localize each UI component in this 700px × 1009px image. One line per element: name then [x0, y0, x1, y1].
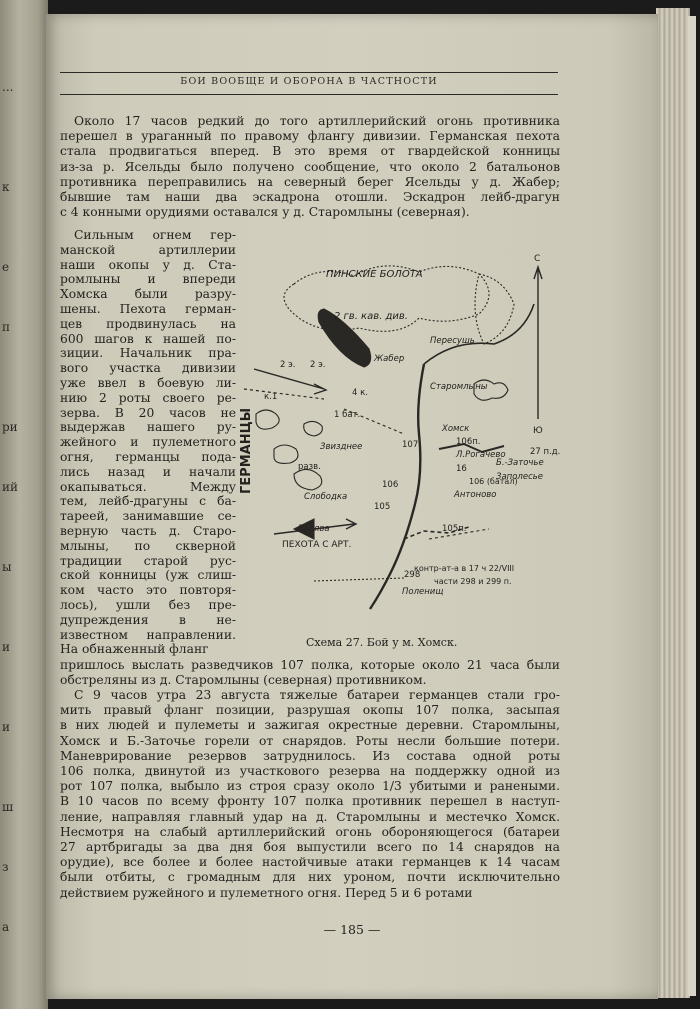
left-page-fragment: ... — [2, 80, 14, 94]
left-page-fragment: к — [2, 180, 10, 194]
left-facing-page — [0, 0, 48, 1009]
text-line: 106 полка, двинутой из участкового резерва на поддержку одной из — [60, 764, 560, 778]
map-label-germans: ГЕРМАНЦЫ — [239, 407, 254, 494]
map-label-peresush: Пересушь — [430, 336, 475, 346]
text-line: в них людей и пулеметы и зажигая окрестные деревни. Старомлыны, — [60, 718, 560, 733]
text-line: Хомска были разру- — [60, 287, 236, 302]
text-line: стала продвигаться вперед. В это время от гвардейской конницы — [60, 144, 560, 159]
map-label-1bat: 1 бат. — [334, 410, 361, 420]
map-label-zhaber: Жабер — [374, 354, 405, 364]
text-line: тем, лейб-драгуны с ба- — [60, 494, 236, 509]
left-page-fragment: п — [2, 320, 10, 334]
text-line: окапываться. Между — [60, 479, 236, 494]
text-line: зиции. Начальник пра- — [60, 346, 236, 361]
text-line: традиции старой рус- — [60, 553, 236, 568]
map-label-16: 16 — [456, 464, 467, 474]
text-line: ком часто это повторя- — [60, 583, 236, 598]
map-label-zapol: Заполесье — [496, 472, 543, 482]
text-line: наши окопы у д. Ста- — [60, 257, 236, 272]
map-label-4k: 4 к. — [352, 388, 368, 398]
text-line: Около 17 часов редкий до того артиллерийский огонь противника — [74, 114, 560, 128]
map-caption: Схема 27. Бой у м. Хомск. — [306, 636, 458, 649]
text-line: противника переправились на северный берег Ясельды у д. Жабер; — [60, 174, 560, 189]
text-line: манской артиллерии — [60, 242, 236, 257]
left-page-fragment: е — [2, 260, 10, 274]
text-line: дупреждения в не- — [60, 612, 236, 627]
text-line: жейного и пулеметного — [60, 435, 236, 450]
map-label-106: 106 — [382, 480, 399, 490]
text-line: перешел в ураганный по правому флангу дивизии. Германская пехота — [60, 129, 560, 144]
map-label-105p: 105п. — [442, 524, 467, 534]
text-line: На обнаженный фланг — [60, 642, 209, 657]
map-label-khomsk: Хомск — [442, 424, 470, 434]
text-line: Несмотря на слабый артиллерийский огонь обороняющегося (батареи — [60, 824, 560, 839]
text-line: С 9 часов утра 23 августа тяжелые батареи германцев стали гро- — [74, 688, 560, 702]
text-line: зерва. В 20 часов не — [60, 405, 236, 420]
map-label-298: 298 — [404, 570, 421, 580]
book-page — [46, 14, 658, 999]
map-label-27pd: 27 п.д. — [530, 447, 561, 457]
map-label-slobodka: Слободка — [304, 492, 348, 502]
page-number: — 185 — — [323, 922, 381, 937]
forest-3 — [274, 445, 298, 463]
swamp-area-right — [475, 274, 514, 344]
text-line: нию 2 роты своего ре- — [60, 390, 236, 405]
map-label-rogachevo: Л.Рогачево — [456, 450, 506, 460]
left-page-fragment: ри — [2, 420, 18, 434]
page-edges-outer — [688, 16, 696, 996]
text-line: тареей, занимавшие се- — [60, 509, 236, 524]
map-label-polenishch: Поленищ — [402, 587, 444, 597]
arrow-german-2 — [244, 389, 324, 399]
text-line: цев продвинулась на — [60, 316, 236, 331]
map-label-2e-b: 2 э. — [310, 360, 326, 370]
map-label-guard-cav: 2 гв. кав. див. — [334, 311, 408, 322]
text-line: Маневрирование резервов затруднилось. Из состава одной роты — [60, 748, 560, 763]
header-rule-bottom — [60, 94, 558, 95]
map-label-south: Ю — [533, 426, 543, 436]
arrow-german-1 — [254, 369, 326, 394]
map-label-north: С — [534, 254, 541, 264]
map-label-2e-a: 2 э. — [280, 360, 296, 370]
map-label-vylyava: Вьлява — [298, 524, 330, 534]
map-label-106-batal: 106 (батал) — [469, 477, 518, 486]
text-line: вого участка дивизии — [60, 361, 236, 376]
text-line: верную часть д. Старо- — [60, 524, 236, 538]
text-line: выдержав нашего ру- — [60, 420, 236, 435]
map-label-antonovo: Антоново — [454, 490, 497, 500]
text-line: бывшие там наши два эскадрона отошли. Эскадрон лейб-драгун — [60, 190, 560, 204]
map-label-zatochye: Б.-Заточье — [496, 458, 544, 468]
left-page-fragment: и — [2, 720, 10, 734]
text-line: лись назад и начали — [60, 464, 236, 479]
map-label-k1: к.1 — [264, 392, 278, 402]
text-line: лось), ушли без пре- — [60, 598, 236, 612]
text-line: рот 107 полка, выбыло из строя сразу около 1/3 убитыми и ранеными. — [60, 779, 560, 794]
left-page-fragment: а — [2, 920, 10, 934]
map-label-zvizdnee: Звизднее — [320, 442, 363, 452]
forest-5 — [304, 421, 323, 436]
left-page-fragment: ий — [2, 480, 18, 494]
text-line: орудие), все более и более настойчивые атаки германцев к 14 часам — [60, 855, 560, 870]
text-line: обстреляны из д. Старомлыны (северная) противником. — [60, 673, 427, 688]
text-line: шены. Пехота герман- — [60, 302, 236, 316]
text-line: пришлось выслать разведчиков 107 полка, которые около 21 часа были — [60, 658, 560, 672]
battle-map — [234, 239, 566, 634]
text-line: действием ружейного и пулеметного огня. Перед 5 и 6 ротами — [60, 885, 473, 900]
forest-2 — [256, 410, 279, 429]
left-page-fragment: ш — [2, 800, 14, 814]
header-rule-top — [60, 72, 558, 73]
text-line: с 4 конными орудиями оставался у д. Старомлыны (северная). — [60, 205, 470, 220]
map-label-105: 105 — [374, 502, 391, 512]
map-label-razv: разв. — [298, 462, 321, 472]
left-page-fragment: з — [2, 860, 9, 874]
text-line: 27 артбригады за два дня боя выпустили всего по 14 снарядов на — [60, 840, 560, 854]
text-line: были отбиты, с громадным для них уроном, почти исключительно — [60, 870, 560, 885]
text-line: мить правый фланг позиции, разрушая окопы 107 полка, засыпая — [60, 703, 560, 718]
running-header: БОИ ВООБЩЕ И ОБОРОНА В ЧАСТНОСТИ — [180, 76, 438, 87]
map-label-107: 107 — [402, 440, 419, 450]
text-line: уже ввел в боевую ли- — [60, 376, 236, 390]
left-page-fragment: и — [2, 640, 10, 654]
text-line: ской конницы (уж слиш- — [60, 568, 236, 583]
forest-4 — [294, 469, 322, 490]
map-label-counter: контр-ат-а в 17 ч 22/VIII — [414, 564, 515, 573]
text-line: огня, германцы пода- — [60, 450, 236, 464]
map-label-parts: части 298 и 299 п. — [434, 577, 512, 586]
text-line: млыны, по скверной — [60, 538, 236, 553]
page-edges — [656, 8, 690, 998]
text-line: ромлыны и впереди — [60, 272, 236, 287]
river-branch — [424, 304, 534, 364]
text-line: Хомск и Б.-Заточье горели от снарядов. Роты несли большие потери. — [60, 733, 560, 748]
text-line: ление, направляя главный удар на д. Старомлыны и местечко Хомск. — [60, 809, 560, 824]
map-label-infantry: ПЕХОТА С АРТ. — [282, 540, 352, 550]
arrow-counter — [314, 578, 404, 581]
text-line: известном направлении. — [60, 627, 236, 642]
compass-needle — [534, 267, 542, 419]
text-line: 600 шагов к нашей по- — [60, 331, 236, 346]
map-label-106p: 106п. — [456, 437, 481, 447]
map-label-staromlyny: Старомлыны — [430, 382, 488, 392]
map-label-swamps: ПИНСКИЕ БОЛОТА — [326, 269, 423, 280]
left-page-fragment: ы — [2, 560, 12, 574]
text-line: Сильным огнем гер- — [74, 228, 236, 242]
text-line: из-за р. Ясельды было получено сообщение, что около 2 батальонов — [60, 159, 560, 174]
text-line: В 10 часов по всему фронту 107 полка противник перешел в наступ- — [60, 794, 560, 809]
